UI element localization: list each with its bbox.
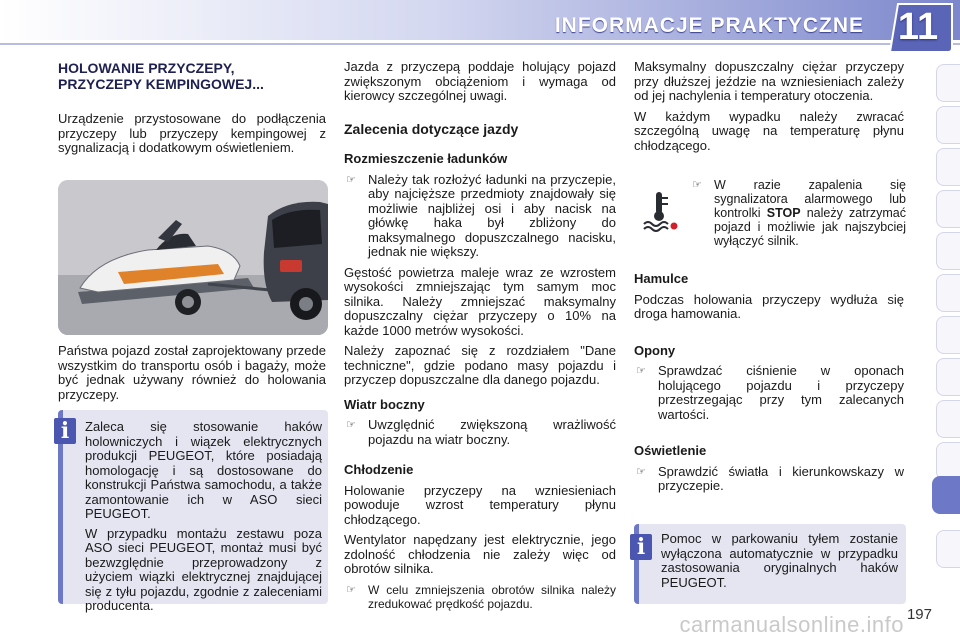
- edge-tab-active[interactable]: [932, 476, 960, 514]
- edge-tab[interactable]: [936, 190, 960, 228]
- reference-text: Należy zapoznać się z rozdziałem "Dane techniczne", gdzie podano masy pojazdu i przyczep dopuszczalne dla danego pojazdu.: [344, 343, 616, 387]
- page-number: 197: [906, 606, 932, 623]
- subheading-lights: Oświetlenie: [634, 443, 707, 458]
- subheading-load: Rozmieszczenie ładunków: [344, 151, 508, 166]
- info-box-right: [634, 524, 906, 604]
- column-right: [634, 60, 904, 153]
- info-icon: i: [54, 418, 76, 444]
- info-text: W przypadku montażu zestawu poza ASO sieci PEUGEOT, montaż musi być bezwzględnie przeprowadzony z użyciem wiązki elektrycznej znajdującej się z tyłu pojazdu, zgodnie z zaleceniami producenta.: [85, 525, 322, 613]
- brakes-text: Podczas holowania przyczepy wydłuża się droga hamowania.: [634, 291, 904, 321]
- chapter-edge-tabs: [930, 60, 960, 620]
- column-right-lower: [634, 272, 904, 494]
- info-box-left: [58, 410, 328, 613]
- edge-tab[interactable]: [936, 232, 960, 270]
- hand-pointer-icon: ☞: [636, 364, 646, 377]
- subheading-wind: Wiatr boczny: [344, 396, 425, 412]
- coolant-warning-box: [634, 178, 906, 260]
- info-text: Zaleca się stosowanie haków holowniczych i wiązek elektrycznych produkcji PEUGEOT, które posiadają homologację i są dostosowane do konstrukcji Państwa samochodu, a także zamontowanie ich w ASO sieci PEUGEOT.: [85, 419, 322, 521]
- list-item: ☞ Należy tak rozłożyć ładunki na przyczepie, aby najcięższe przedmioty znajdowały się możliwie najbliżej osi i aby nacisk na główkę haka był zbliżony do maksymalnego dopuszczalnego nacisku, jednak nie większy.: [346, 171, 616, 259]
- hand-pointer-icon: ☞: [346, 582, 356, 596]
- edge-tab[interactable]: [936, 64, 960, 102]
- edge-tab[interactable]: [936, 274, 960, 312]
- subheading-cooling: Chłodzenie: [344, 462, 414, 477]
- towing-usage-text: Państwa pojazd został zaprojektowany przede wszystkim do transportu osób i bagaży, może być jednak używany również do holowania przyczepy.: [58, 343, 326, 402]
- page-title: INFORMACJE PRAKTYCZNE: [554, 14, 864, 37]
- hand-pointer-icon: ☞: [636, 464, 646, 478]
- list-item: ☞ Sprawdzać ciśnienie w oponach holującego pojazdu i przyczepy przestrzegając przy tym zalecanych wartości.: [636, 363, 904, 422]
- coolant-temperature-icon: [642, 188, 678, 232]
- watermark: carmanualsonline.info: [679, 612, 904, 637]
- edge-tab[interactable]: [936, 316, 960, 354]
- intro-text: W każdym wypadku należy zwracać szczególną uwagę na temperaturę płynu chłodzącego.: [634, 108, 904, 153]
- column-middle: [344, 60, 616, 612]
- stop-label: STOP: [766, 206, 801, 220]
- edge-tab[interactable]: [936, 106, 960, 144]
- list-item: ☞ W razie zapalenia się sygnalizatora alarmowego lub kontrolki STOP należy zatrzymać pojazd i możliwie jak najszybciej wyłączyć silnik.: [692, 178, 906, 248]
- intro-text: Jazda z przyczepą poddaje holujący pojazd zwiększonym obciążeniom i wymaga od kierowcy szczególnej uwagi.: [344, 59, 616, 103]
- list-item: ☞ Sprawdzić światła i kierunkowskazy w przyczepie.: [636, 463, 904, 493]
- edge-tab[interactable]: [936, 530, 960, 568]
- list-item: ☞ W celu zmniejszenia obrotów silnika należy zredukować prędkość pojazdu.: [346, 582, 616, 611]
- column-left-lower: [58, 344, 326, 402]
- hand-pointer-icon: ☞: [692, 178, 702, 191]
- cooling-text: Wentylator napędzany jest elektrycznie, jego zdolność chłodzenia nie zależy więc od obrotów silnika.: [344, 532, 616, 576]
- hand-pointer-icon: ☞: [346, 172, 356, 186]
- intro-text: Maksymalny dopuszczalny ciężar przyczepy przy dłuższej jeździe na wzniesieniach zależy od jej nachylenia i temperatury otoczenia.: [634, 59, 904, 103]
- info-text: Pomoc w parkowaniu tyłem zostanie wyłączona automatycznie w przypadku zastosowania oryginalnych haków PEUGEOT.: [661, 531, 898, 590]
- column-left: [58, 60, 326, 156]
- hand-pointer-icon: ☞: [346, 418, 356, 431]
- subheading-tyres: Opony: [634, 342, 676, 358]
- list-item: ☞ Uwzględnić zwiększoną wrażliwość pojazdu na wiatr boczny.: [346, 417, 616, 447]
- section-title: PRZYCZEPY KEMPINGOWEJ...: [58, 76, 264, 92]
- towing-photo: [58, 180, 328, 335]
- edge-tab[interactable]: [936, 442, 960, 480]
- section-heading: Zalecenia dotyczące jazdy: [344, 120, 519, 137]
- info-icon: i: [630, 534, 652, 560]
- edge-tab[interactable]: [936, 148, 960, 186]
- section-title: HOLOWANIE PRZYCZEPY,: [58, 60, 235, 76]
- edge-tab[interactable]: [936, 358, 960, 396]
- chapter-number: 11: [897, 6, 939, 48]
- edge-tab[interactable]: [936, 400, 960, 438]
- cooling-text: Holowanie przyczepy na wzniesieniach powoduje wzrost temperatury płynu chłodzącego.: [344, 482, 616, 527]
- subheading-brakes: Hamulce: [634, 271, 689, 286]
- density-text: Gęstość powietrza maleje wraz ze wzrostem wysokości zmniejszając tym samym moc silnika. Należy zmniejszać maksymalny dopuszczalny ciężar przyczepy o 10% na każde 1000 metrów wysokości.: [344, 264, 616, 338]
- intro-text: Urządzenie przystosowane do podłączenia przyczepy lub przyczepy kempingowej z sygnalizacją i dodatkowym oświetleniem.: [58, 111, 326, 155]
